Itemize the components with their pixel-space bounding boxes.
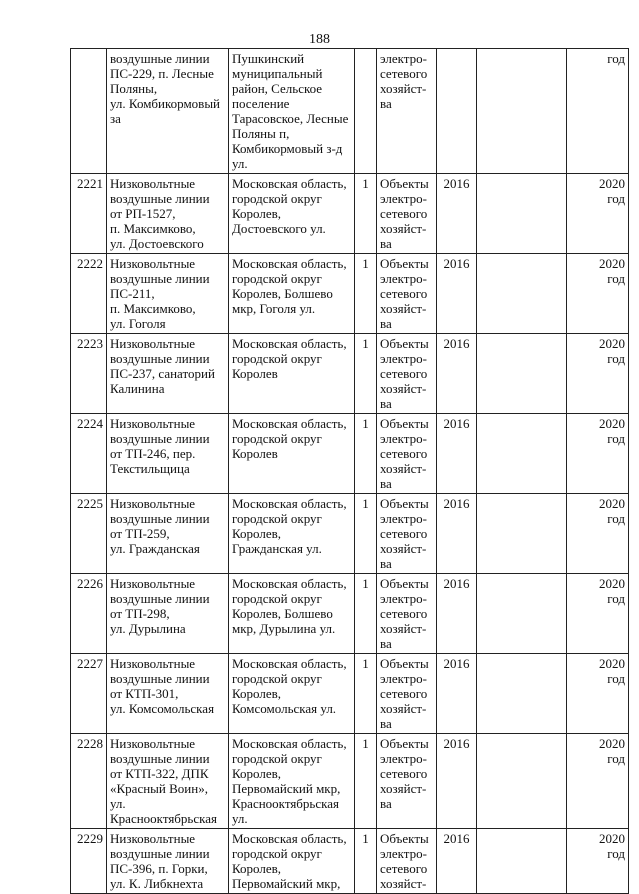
object-year: 2016 <box>437 829 477 894</box>
object-name: Низковольтные воздушные линии от КТП-322, ДПК «Красный Воин», ул. Краснооктябрьская <box>107 734 229 829</box>
row-number <box>71 49 107 174</box>
table-row <box>71 254 629 334</box>
target-year: 2020 год <box>567 174 629 254</box>
object-quantity: 1 <box>355 734 377 829</box>
object-year: 2016 <box>437 414 477 494</box>
object-quantity: 1 <box>355 654 377 734</box>
object-address: Московская область, городской округ Королев, Первомайский мкр, <box>229 829 355 894</box>
object-year <box>437 49 477 174</box>
empty-cell <box>477 334 567 414</box>
object-year: 2016 <box>437 734 477 829</box>
target-year: 2020 год <box>567 494 629 574</box>
empty-cell <box>477 174 567 254</box>
object-quantity: 1 <box>355 829 377 894</box>
table-row <box>71 829 629 894</box>
row-number: 2222 <box>71 254 107 334</box>
row-number: 2221 <box>71 174 107 254</box>
object-address: Московская область, городской округ Королев, Болшево мкр, Гоголя ул. <box>229 254 355 334</box>
row-number: 2229 <box>71 829 107 894</box>
object-year: 2016 <box>437 334 477 414</box>
row-number: 2223 <box>71 334 107 414</box>
object-name: Низковольтные воздушные линии ПС-396, п. Горки, ул. К. Либкнехта <box>107 829 229 894</box>
object-category: Объекты электро- сетевого хозяйст- ва <box>377 734 437 829</box>
object-category: Объекты электро- сетевого хозяйст- <box>377 829 437 894</box>
object-name: Низковольтные воздушные линии ПС-211, п. Максимково, ул. Гоголя <box>107 254 229 334</box>
table-row <box>71 174 629 254</box>
object-category: электро- сетевого хозяйст- ва <box>377 49 437 174</box>
object-quantity: 1 <box>355 174 377 254</box>
table-row <box>71 414 629 494</box>
empty-cell <box>477 654 567 734</box>
object-quantity: 1 <box>355 494 377 574</box>
object-quantity: 1 <box>355 334 377 414</box>
object-category: Объекты электро- сетевого хозяйст- ва <box>377 334 437 414</box>
object-year: 2016 <box>437 174 477 254</box>
row-number: 2228 <box>71 734 107 829</box>
target-year: 2020 год <box>567 334 629 414</box>
object-year: 2016 <box>437 654 477 734</box>
object-address: Московская область, городской округ Королев, Болшево мкр, Дурылина ул. <box>229 574 355 654</box>
object-category: Объекты электро- сетевого хозяйст- ва <box>377 494 437 574</box>
target-year: 2020 год <box>567 734 629 829</box>
object-quantity: 1 <box>355 574 377 654</box>
target-year: 2020 год <box>567 654 629 734</box>
object-name: Низковольтные воздушные линии от ТП-259, ул. Гражданская <box>107 494 229 574</box>
target-year: 2020 год <box>567 414 629 494</box>
object-category: Объекты электро- сетевого хозяйст- ва <box>377 414 437 494</box>
object-year: 2016 <box>437 574 477 654</box>
object-address: Московская область, городской округ Королев <box>229 334 355 414</box>
object-category: Объекты электро- сетевого хозяйст- ва <box>377 574 437 654</box>
object-name: Низковольтные воздушные линии от ТП-298, ул. Дурылина <box>107 574 229 654</box>
object-address: Московская область, городской округ Королев <box>229 414 355 494</box>
table-row <box>71 494 629 574</box>
object-name: Низковольтные воздушные линии от ТП-246, пер. Текстильщица <box>107 414 229 494</box>
object-name: Низковольтные воздушные линии ПС-237, санаторий Калинина <box>107 334 229 414</box>
target-year: 2020 год <box>567 574 629 654</box>
object-name: воздушные линии ПС-229, п. Лесные Поляны, ул. Комбикормовый за <box>107 49 229 174</box>
empty-cell <box>477 254 567 334</box>
object-quantity <box>355 49 377 174</box>
object-category: Объекты электро- сетевого хозяйст- ва <box>377 254 437 334</box>
row-number: 2227 <box>71 654 107 734</box>
object-address: Московская область, городской округ Королев, Первомайский мкр, Краснооктябрьская ул. <box>229 734 355 829</box>
empty-cell <box>477 414 567 494</box>
object-year: 2016 <box>437 494 477 574</box>
registry-table <box>70 48 629 894</box>
object-category: Объекты электро- сетевого хозяйст- ва <box>377 174 437 254</box>
object-address: Московская область, городской округ Королев, Комсомольская ул. <box>229 654 355 734</box>
target-year: 2020 год <box>567 829 629 894</box>
object-quantity: 1 <box>355 414 377 494</box>
object-category: Объекты электро- сетевого хозяйст- ва <box>377 654 437 734</box>
table-row <box>71 334 629 414</box>
table-row <box>71 734 629 829</box>
object-address: Пушкинский муниципальный район, Сельское поселение Тарасовское, Лесные Поляны п, Комбикормовый з-д ул. <box>229 49 355 174</box>
object-name: Низковольтные воздушные линии от РП-1527, п. Максимково, ул. Достоевского <box>107 174 229 254</box>
object-year: 2016 <box>437 254 477 334</box>
target-year: год <box>567 49 629 174</box>
empty-cell <box>477 574 567 654</box>
empty-cell <box>477 734 567 829</box>
object-name: Низковольтные воздушные линии от КТП-301, ул. Комсомольская <box>107 654 229 734</box>
table-row <box>71 654 629 734</box>
table-row <box>71 49 629 174</box>
row-number: 2226 <box>71 574 107 654</box>
object-quantity: 1 <box>355 254 377 334</box>
object-address: Московская область, городской округ Королев, Гражданская ул. <box>229 494 355 574</box>
page-number: 188 <box>309 32 330 47</box>
row-number: 2225 <box>71 494 107 574</box>
empty-cell <box>477 829 567 894</box>
object-address: Московская область, городской округ Королев, Достоевского ул. <box>229 174 355 254</box>
target-year: 2020 год <box>567 254 629 334</box>
row-number: 2224 <box>71 414 107 494</box>
empty-cell <box>477 494 567 574</box>
empty-cell <box>477 49 567 174</box>
table-row <box>71 574 629 654</box>
